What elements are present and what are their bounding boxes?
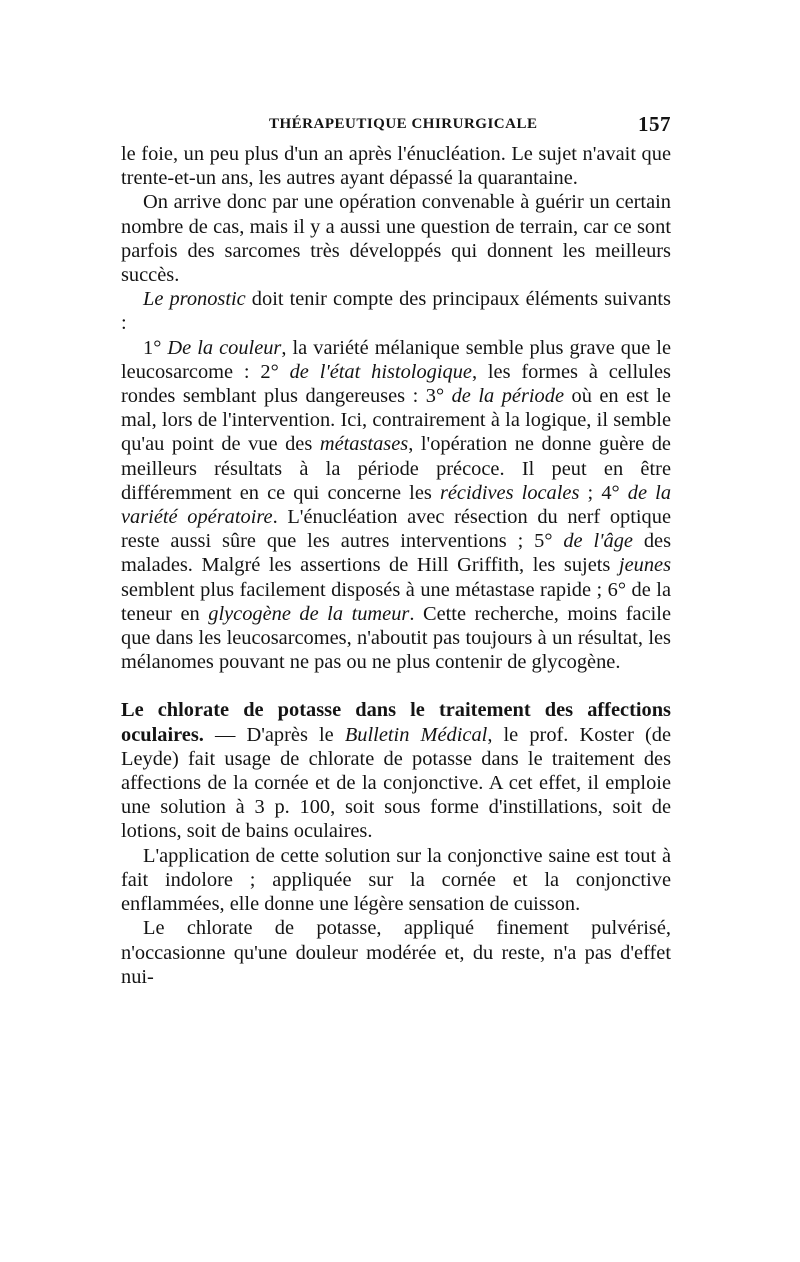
italic-term: de l'âge — [563, 530, 633, 553]
text-run: , les formes à cellules rondes semblant plus dangereuses : 3° — [121, 360, 671, 408]
paragraph: On arrive donc par une opération convenable à guérir un certain nombre de cas, mais il y a aussi une question de terrain, car ce sont parfois des sarcomes très développés qui donnent les meilleurs succès. — [121, 191, 671, 287]
paragraph: le foie, un peu plus d'un an après l'énucléation. Le sujet n'avait que trente-et-un ans, les autres ayant dépassé la quarantaine. — [121, 143, 671, 190]
italic-term: Le pronostic — [143, 288, 246, 311]
text-run: où en est le mal, lors de l'intervention. Ici, contrairement à la logique, il semble qu'au point de vue des — [121, 385, 671, 456]
italic-term: de la période — [451, 385, 564, 408]
text-run: . L'énucléation avec résection du nerf optique reste aussi sûre que les autres interventions ; 5° — [121, 506, 671, 553]
italic-term: de la variété opératoire — [121, 481, 672, 529]
italic-term: Bulletin Médical — [344, 723, 488, 746]
paragraph: L'application de cette solution sur la conjonctive saine est tout à fait indolore ; appliquée sur la cornée et la conjonctive enflammées, elle donne une légère sensation de cuisson. — [121, 844, 671, 916]
text-run: — D'après le — [203, 723, 345, 746]
text-run: , l'opération ne donne guère de meilleurs résultats à la période précoce. Il peut en être différemment en ce qui concerne les — [121, 433, 671, 504]
italic-term: jeunes — [618, 554, 671, 577]
running-head — [121, 112, 671, 142]
text-run: . Cette recherche, moins facile que dans les leucosarcomes, n'aboutit pas toujours à un résultat, les mélanomes pouvant ne pas ou ne plus contenir de glycogène. — [121, 602, 672, 674]
page-number: 157 — [638, 112, 671, 136]
text-run: , la variété mélanique semble plus grave que le leucosarcome : 2° — [121, 336, 671, 383]
italic-term: glycogène de la tumeur — [208, 602, 410, 625]
paragraph — [121, 287, 671, 335]
paragraph — [121, 336, 671, 675]
section-gap — [121, 674, 671, 698]
text-run: doit tenir compte des principaux éléments suivants : — [121, 288, 671, 335]
section-title: Le chlorate de potasse dans le traitement des affections oculaires. — [121, 699, 671, 746]
italic-term: De la couleur — [167, 336, 282, 359]
text-run: ; 4° — [579, 481, 628, 504]
italic-term: de l'état histologique — [289, 360, 472, 383]
text-run: , le prof. Koster (de Leyde) fait usage de chlorate de potasse dans le traitement des affections de la cornée et de la conjonctive. A cet effet, il emploie une solution à 3 p. 100, soit sous forme d'instillations, soit de lotions, soit de bains oculaires. — [121, 723, 672, 843]
paragraph: Le chlorate de potasse, appliqué finement pulvérisé, n'occasionne qu'une douleur modérée et, du reste, n'a pas d'effet nui- — [121, 917, 671, 988]
italic-term: récidives locales — [439, 481, 580, 504]
paragraph — [121, 698, 671, 843]
text-run: des malades. Malgré les assertions de Hill Griffith, les sujets — [121, 530, 672, 577]
text-run: semblent plus facilement disposés à une métastase rapide ; 6° de la teneur en — [121, 578, 671, 625]
running-title: THÉRAPEUTIQUE CHIRURGICALE — [269, 116, 538, 132]
text-run: 1° — [143, 336, 168, 359]
italic-term: métastases — [319, 433, 409, 456]
page — [121, 112, 671, 989]
